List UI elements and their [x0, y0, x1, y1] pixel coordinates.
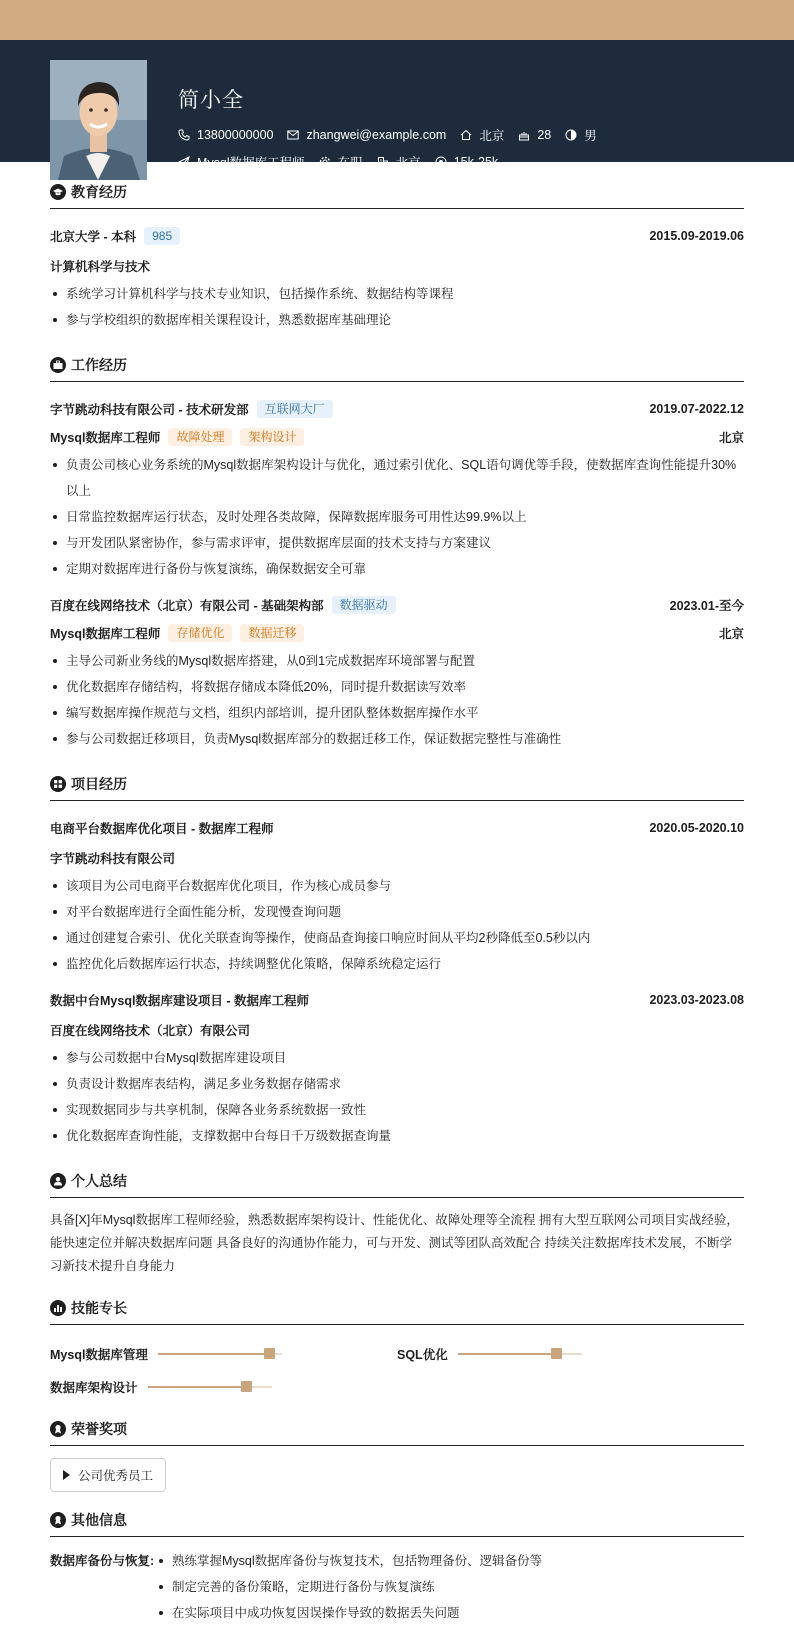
major: 计算机科学与技术	[50, 260, 151, 274]
mail-icon	[287, 129, 299, 141]
award-icon	[50, 1512, 66, 1528]
company-tag: 互联网大厂	[257, 400, 333, 418]
award-item	[50, 1458, 166, 1492]
list-item: 优化数据库存储结构，将数据存储成本降低20%，同时提升数据读写效率	[50, 674, 744, 700]
job-title-text: Mysql数据库工程师	[197, 156, 305, 170]
resume-content	[50, 162, 744, 1626]
skills-section-title: 技能专长	[50, 1298, 744, 1325]
city-text: 北京	[479, 129, 505, 143]
projects-section-title: 项目经历	[50, 774, 744, 801]
awards-section-title: 荣誉奖项	[50, 1419, 744, 1446]
phone-text[interactable]: 13800000000	[197, 128, 274, 142]
list-item: 定期对数据库进行备份与恢复演练，确保数据安全可靠	[50, 556, 744, 582]
list-item: 负责公司核心业务系统的Mysql数据库架构设计与优化，通过索引优化、SQL语句调优等手段，使数据库查询性能提升30%以上	[50, 452, 744, 504]
company-tag: 数据驱动	[332, 596, 396, 614]
list-item: 熟练掌握Mysql数据库备份与恢复技术，包括物理备份、逻辑备份等	[156, 1548, 542, 1574]
list-item: 负责设计数据库表结构，满足多业务数据存储需求	[50, 1071, 744, 1097]
list-item: 监控优化后数据库运行状态，持续调整优化策略，保障系统稳定运行	[50, 951, 744, 977]
education-section-title: 教育经历	[50, 182, 744, 209]
skill-name: Mysql数据库管理	[50, 1347, 148, 1362]
other-bullets	[156, 1548, 542, 1626]
work-item	[50, 596, 744, 752]
list-item: 优化数据库查询性能，支撑数据中台每日千万级数据查询量	[50, 1123, 744, 1149]
gender-icon	[565, 129, 577, 141]
age-info	[518, 128, 551, 142]
award-name: 公司优秀员工	[78, 1469, 154, 1483]
list-item: 制定完善的备份策略，定期进行备份与恢复演练	[156, 1574, 542, 1600]
work-section-title: 工作经历	[50, 355, 744, 382]
education-bullets	[50, 281, 744, 333]
role-name: Mysql数据库工程师	[50, 627, 161, 641]
list-item: 在实际项目中成功恢复因误操作导致的数据丢失问题	[156, 1600, 542, 1626]
skill-level-bar	[158, 1353, 282, 1355]
role-name: Mysql数据库工程师	[50, 431, 161, 445]
list-item: 编写数据库操作规范与文档，组织内部培训，提升团队整体数据库操作水平	[50, 700, 744, 726]
skill-item	[397, 1345, 744, 1363]
project-item	[50, 819, 744, 977]
work-item	[50, 400, 744, 582]
contact-row	[178, 126, 611, 144]
resume-header	[0, 40, 794, 170]
briefcase-icon	[50, 357, 66, 373]
project-name: 数据中台Mysql数据库建设项目 - 数据库工程师	[50, 994, 310, 1008]
summary-section-title: 个人总结	[50, 1171, 744, 1198]
graduation-cap-icon	[50, 184, 66, 200]
skill-item	[50, 1378, 404, 1396]
skill-level-knob	[241, 1381, 252, 1392]
project-period: 2020.05-2020.10	[649, 821, 744, 835]
project-bullets	[50, 873, 744, 977]
skill-level-bar	[458, 1353, 582, 1355]
skills-list	[50, 1337, 744, 1403]
header-accent-bar	[0, 0, 794, 40]
salary-text: 15k-25k	[453, 155, 499, 169]
skill-level-knob	[551, 1348, 562, 1359]
skill-item	[50, 1345, 397, 1363]
status-text: 在职	[337, 156, 363, 170]
role-tag: 数据迁移	[240, 624, 304, 642]
work-period: 2019.07-2022.12	[649, 402, 744, 416]
list-item: 参与学校组织的数据库相关课程设计，熟悉数据库基础理论	[50, 307, 744, 333]
work-bullets	[50, 452, 744, 582]
list-item: 参与公司数据迁移项目，负责Mysql数据库部分的数据迁移工作，保证数据完整性与准确性	[50, 726, 744, 752]
skill-name: SQL优化	[397, 1347, 448, 1362]
phone-icon	[178, 129, 190, 141]
other-label: 数据库备份与恢复:	[50, 1554, 155, 1568]
list-item: 实现数据同步与共享机制，保障各业务系统数据一致性	[50, 1097, 744, 1123]
list-item: 主导公司新业务线的Mysql数据库搭建，从0到1完成数据库环境部署与配置	[50, 648, 744, 674]
project-item	[50, 991, 744, 1149]
list-item: 对平台数据库进行全面性能分析，发现慢查询问题	[50, 899, 744, 925]
user-icon	[50, 1173, 66, 1189]
email-info	[287, 128, 446, 142]
role-tag: 存储优化	[168, 624, 232, 642]
list-item: 与开发团队紧密协作，参与需求评审，提供数据库层面的技术支持与方案建议	[50, 530, 744, 556]
home-icon	[460, 129, 472, 141]
list-item: 系统学习计算机科学与技术专业知识，包括操作系统、数据结构等课程	[50, 281, 744, 307]
work-bullets	[50, 648, 744, 752]
age-text: 28	[537, 128, 552, 142]
company-name: 字节跳动科技有限公司 - 技术研发部	[50, 403, 249, 417]
school-tag: 985	[144, 227, 180, 245]
project-company: 百度在线网络技术（北京）有限公司	[50, 1024, 251, 1038]
list-item: 参与公司数据中台Mysql数据库建设项目	[50, 1045, 744, 1071]
gender-info	[565, 126, 597, 144]
award-icon	[50, 1421, 66, 1437]
skill-level-bar	[148, 1386, 272, 1388]
phone-info	[178, 128, 273, 142]
company-name: 百度在线网络技术（北京）有限公司 - 基础架构部	[50, 599, 324, 613]
email-text[interactable]: zhangwei@example.com	[306, 128, 447, 142]
work-location: 北京	[718, 627, 744, 641]
other-section-title: 其他信息	[50, 1510, 744, 1537]
skill-name: 数据库架构设计	[50, 1380, 138, 1395]
project-period: 2023.03-2023.08	[649, 993, 744, 1007]
triangle-right-icon	[63, 1470, 70, 1480]
city-info	[460, 126, 504, 144]
summary-text: 具备[X]年Mysql数据库工程师经验，熟悉数据库架构设计、性能优化、故障处理等全流程 拥有大型互联网公司项目实战经验，能快速定位并解决数据库问题 具备良好的沟通协作能力，可与开发、测试等团队高效配合 持续关注数据库技术发展，不断学习新技术提升自身能力	[50, 1213, 739, 1273]
project-bullets	[50, 1045, 744, 1149]
project-name: 电商平台数据库优化项目 - 数据库工程师	[50, 822, 274, 836]
candidate-name: 简小全	[178, 89, 244, 112]
education-period: 2015.09-2019.06	[649, 229, 744, 243]
education-item	[50, 227, 744, 333]
project-company: 字节跳动科技有限公司	[50, 852, 176, 866]
work-location: 北京	[718, 431, 744, 445]
school-name: 北京大学 - 本科	[50, 230, 137, 244]
work-period: 2023.01-至今	[669, 599, 744, 613]
role-tag: 故障处理	[168, 428, 232, 446]
role-tag: 架构设计	[240, 428, 304, 446]
list-item: 通过创建复合索引、优化关联查询等操作，使商品查询接口响应时间从平均2秒降低至0.5秒以内	[50, 925, 744, 951]
chart-icon	[50, 1300, 66, 1316]
skill-level-knob	[264, 1348, 275, 1359]
list-item: 该项目为公司电商平台数据库优化项目，作为核心成员参与	[50, 873, 744, 899]
other-info-item	[50, 1549, 744, 1626]
cake-icon	[518, 129, 530, 141]
gender-text: 男	[584, 129, 597, 143]
grid-icon	[50, 776, 66, 792]
work-city-text: 北京	[395, 156, 421, 170]
list-item: 日常监控数据库运行状态，及时处理各类故障，保障数据库服务可用性达99.9%以上	[50, 504, 744, 530]
